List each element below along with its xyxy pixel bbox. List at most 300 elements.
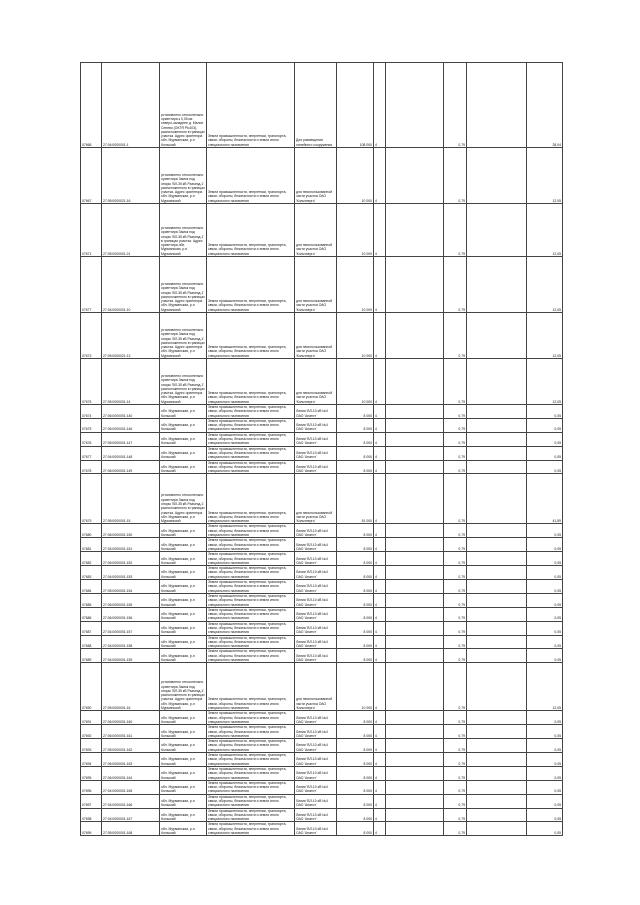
- cell-land-category: Земли промышленности, энергетики, транспорта, связи, обороны, безопасности и земли иного специального назначения: [207, 711, 295, 725]
- cell-share: 4: [374, 794, 386, 808]
- cell-rate: 0,79: [444, 739, 467, 753]
- cell-rate: 0,79: [444, 63, 467, 148]
- cell-record-id: 07684: [81, 580, 102, 594]
- cell-cadastral-number: 27:05:0000001:14: [102, 359, 160, 405]
- cell-tax-amount: 0,05: [527, 432, 563, 446]
- cell-cadastral-number: 27:05:0000001:154: [102, 580, 160, 594]
- cell-permitted-use: Линия 'ВЛ-10 кВ №4 ОАО 'Апатит': [295, 593, 337, 607]
- cell-share: 4: [374, 313, 386, 359]
- cell-tax-amount: 0,05: [527, 822, 563, 836]
- cell-rate: 0,79: [444, 432, 467, 446]
- cell-share: 4: [374, 780, 386, 794]
- cell-cadastral-number: 27:04:0000001:159: [102, 649, 160, 663]
- cell-empty: [386, 780, 444, 794]
- cell-record-id: 07680: [81, 524, 102, 538]
- cell-land-category: Земли промышленности, энергетики, транспорта, связи, обороны, безопасности и земли иного специального назначения: [207, 593, 295, 607]
- cell-tax-amount: 0,05: [527, 753, 563, 767]
- table-row: [81, 204, 563, 257]
- cell-permitted-use: Линия 'ВЛ-10 кВ №4 ОАО 'Апатит': [295, 524, 337, 538]
- cell-rate: 0,79: [444, 711, 467, 725]
- cell-empty: [467, 766, 527, 780]
- table-row: [81, 649, 563, 663]
- cell-tax-amount: 0,05: [527, 725, 563, 739]
- table-row: [81, 711, 563, 725]
- cell-rate: 0,79: [444, 359, 467, 405]
- cell-area: 8 000: [337, 405, 374, 419]
- cell-location: обл. Мурманская, р-н Кольский: [160, 794, 207, 808]
- cell-share: 4: [374, 649, 386, 663]
- cell-land-category: Земли промышленности, энергетики, транспорта, связи, обороны, безопасности и земли иного специального назначения: [207, 649, 295, 663]
- cell-empty: [467, 204, 527, 257]
- cell-share: 4: [374, 63, 386, 148]
- cell-permitted-use: Линия 'ВЛ-10 кВ №4 ОАО 'Апатит': [295, 739, 337, 753]
- table-row: [81, 460, 563, 474]
- cell-share: 4: [374, 663, 386, 711]
- table-row: [81, 593, 563, 607]
- table-row: [81, 313, 563, 359]
- cell-tax-amount: 12,05: [527, 148, 563, 204]
- cell-area: 8 000: [337, 794, 374, 808]
- cell-permitted-use: Линия 'ВЛ-10 кВ №4 ОАО 'Апатит': [295, 607, 337, 621]
- cell-share: 4: [374, 474, 386, 524]
- cell-tax-amount: 0,05: [527, 621, 563, 635]
- cell-location: обл. Мурманская, р-н Кольский: [160, 621, 207, 635]
- cell-cadastral-number: 27:06:0000001:164: [102, 766, 160, 780]
- cell-share: 4: [374, 808, 386, 822]
- cell-empty: [386, 649, 444, 663]
- cell-land-category: Земли промышленности, энергетики, транспорта, связи, обороны, безопасности и земли иного специального назначения: [207, 63, 295, 148]
- cell-empty: [467, 753, 527, 767]
- cell-record-id: 07677: [81, 446, 102, 460]
- cell-permitted-use: Линия 'ВЛ-10 кВ №4 ОАО 'Апатит': [295, 432, 337, 446]
- table-row: [81, 580, 563, 594]
- cell-permitted-use: для неиспользованной части участка ОАО 'Кольэнерго': [295, 148, 337, 204]
- cell-land-category: Земли промышленности, энергетики, транспорта, связи, обороны, безопасности и земли иного специального назначения: [207, 418, 295, 432]
- cell-empty: [467, 649, 527, 663]
- cell-share: 4: [374, 432, 386, 446]
- cell-location: обл. Мурманская, р-н Кольский: [160, 780, 207, 794]
- cell-tax-amount: 12,05: [527, 257, 563, 313]
- cell-empty: [467, 635, 527, 649]
- cell-rate: 0,79: [444, 780, 467, 794]
- cell-area: 10 000: [337, 148, 374, 204]
- cell-empty: [467, 63, 527, 148]
- cell-record-id: 07671: [81, 204, 102, 257]
- cell-empty: [386, 794, 444, 808]
- cell-cadastral-number: 27:05:0000001:21: [102, 204, 160, 257]
- cell-share: 4: [374, 524, 386, 538]
- cell-empty: [386, 446, 444, 460]
- cell-rate: 0,79: [444, 474, 467, 524]
- cell-tax-amount: 0,05: [527, 780, 563, 794]
- cell-tax-amount: 0,05: [527, 794, 563, 808]
- cell-tax-amount: 0,05: [527, 635, 563, 649]
- cell-land-category: Земли промышленности, энергетики, транспорта, связи, обороны, безопасности и земли иного специального назначения: [207, 663, 295, 711]
- cell-record-id: 07698: [81, 808, 102, 822]
- cell-location: обл. Мурманская, р-н Кольский: [160, 524, 207, 538]
- cell-area: 8 000: [337, 808, 374, 822]
- table-row: [81, 808, 563, 822]
- cell-share: 4: [374, 635, 386, 649]
- cell-rate: 0,79: [444, 552, 467, 566]
- cell-empty: [467, 257, 527, 313]
- cell-rate: 0,79: [444, 257, 467, 313]
- cell-area: 8 000: [337, 649, 374, 663]
- cell-empty: [467, 607, 527, 621]
- cell-area: 8 000: [337, 822, 374, 836]
- cell-cadastral-number: 27:06:0000001:150: [102, 524, 160, 538]
- table-row: [81, 607, 563, 621]
- cell-land-category: Земли промышленности, энергетики, транспорта, связи, обороны, безопасности и земли иного специального назначения: [207, 446, 295, 460]
- cell-rate: 0,79: [444, 313, 467, 359]
- table-row: [81, 635, 563, 649]
- cell-area: 8 000: [337, 538, 374, 552]
- cell-permitted-use: Линия 'ВЛ-10 кВ №4 ОАО 'Апатит': [295, 822, 337, 836]
- cell-permitted-use: Для размещения линейного сооружения: [295, 63, 337, 148]
- cell-share: 4: [374, 446, 386, 460]
- cell-land-category: Земли промышленности, энергетики, транспорта, связи, обороны, безопасности и земли иного специального назначения: [207, 607, 295, 621]
- cell-record-id: 07695: [81, 766, 102, 780]
- cell-cadastral-number: 27:05:0000001:168: [102, 822, 160, 836]
- cell-share: 4: [374, 204, 386, 257]
- cell-area: 8 000: [337, 418, 374, 432]
- cell-permitted-use: Линия 'ВЛ-10 кВ №4 ОАО 'Апатит': [295, 711, 337, 725]
- cell-tax-amount: 0,05: [527, 418, 563, 432]
- cell-area: 8 000: [337, 753, 374, 767]
- cell-tax-amount: 0,05: [527, 580, 563, 594]
- cell-record-id: 07674: [81, 405, 102, 419]
- cell-land-category: Земли промышленности, энергетики, транспорта, связи, обороны, безопасности и земли иного специального назначения: [207, 432, 295, 446]
- cell-permitted-use: Линия 'ВЛ-10 кВ №4 ОАО 'Апатит': [295, 753, 337, 767]
- cell-tax-amount: 12,05: [527, 313, 563, 359]
- cell-rate: 0,79: [444, 580, 467, 594]
- cell-share: 4: [374, 460, 386, 474]
- cell-empty: [386, 460, 444, 474]
- cell-rate: 0,79: [444, 446, 467, 460]
- cell-land-category: Земли промышленности, энергетики, транспорта, связи, обороны, безопасности и земли иного специального назначения: [207, 204, 295, 257]
- cell-land-category: Земли промышленности, энергетики, транспорта, связи, обороны, безопасности и земли иного специального назначения: [207, 460, 295, 474]
- cell-location: обл. Мурманская, р-н Кольский: [160, 593, 207, 607]
- cell-permitted-use: для неиспользованной части участка ОАО 'Кольэнерго': [295, 257, 337, 313]
- cell-permitted-use: для неиспользованной части участка ОАО 'Кольэнерго': [295, 663, 337, 711]
- cell-empty: [467, 474, 527, 524]
- cell-area: 10 000: [337, 257, 374, 313]
- cell-land-category: Земли промышленности, энергетики, транспорта, связи, обороны, безопасности и земли иного специального назначения: [207, 635, 295, 649]
- cell-empty: [467, 794, 527, 808]
- cell-empty: [467, 418, 527, 432]
- table-row: [81, 725, 563, 739]
- table-row: [81, 148, 563, 204]
- cell-rate: 0,79: [444, 148, 467, 204]
- cell-area: 10 000: [337, 204, 374, 257]
- cell-record-id: 07681: [81, 538, 102, 552]
- table-row: [81, 566, 563, 580]
- table-row: [81, 552, 563, 566]
- cell-empty: [386, 524, 444, 538]
- cell-land-category: Земли промышленности, энергетики, транспорта, связи, обороны, безопасности и земли иного специального назначения: [207, 552, 295, 566]
- cell-location: установлено относительно ориентира Замок под опоры 'ВЛ-35 кВ Разъезд-1' расположенного в границах участка. Адрес ориентира обл. Мурманская, р-н Мурманский: [160, 474, 207, 524]
- cell-empty: [386, 580, 444, 594]
- cell-permitted-use: для неиспользованной части участка ОАО 'Кольэнерго': [295, 474, 337, 524]
- cell-tax-amount: 0,05: [527, 446, 563, 460]
- cell-land-category: Земли промышленности, энергетики, транспорта, связи, обороны, безопасности и земли иного специального назначения: [207, 359, 295, 405]
- cell-rate: 0,79: [444, 460, 467, 474]
- table-row: [81, 524, 563, 538]
- cell-location: обл. Мурманская, р-н Кольский: [160, 711, 207, 725]
- cell-empty: [386, 204, 444, 257]
- cell-record-id: 07696: [81, 780, 102, 794]
- cell-land-category: Земли промышленности, энергетики, транспорта, связи, обороны, безопасности и земли иного специального назначения: [207, 822, 295, 836]
- cell-land-category: Земли промышленности, энергетики, транспорта, связи, обороны, безопасности и земли иного специального назначения: [207, 739, 295, 753]
- cell-cadastral-number: 27:06:0000001:140: [102, 405, 160, 419]
- cell-area: 8 000: [337, 739, 374, 753]
- cell-permitted-use: Линия 'ВЛ-10 кВ №4 ОАО 'Апатит': [295, 725, 337, 739]
- cell-share: 4: [374, 593, 386, 607]
- cell-cadastral-number: 27:06:0000001:156: [102, 607, 160, 621]
- table-row: [81, 739, 563, 753]
- cell-cadastral-number: 27:05:0000001:162: [102, 739, 160, 753]
- cell-record-id: 07688: [81, 635, 102, 649]
- cell-cadastral-number: 27:04:0000001:166: [102, 794, 160, 808]
- cell-location: обл. Мурманская, р-н Кольский: [160, 446, 207, 460]
- cell-permitted-use: Линия 'ВЛ-10 кВ №4 ОАО 'Апатит': [295, 635, 337, 649]
- cell-record-id: 07687: [81, 621, 102, 635]
- cell-area: 8 000: [337, 780, 374, 794]
- cell-location: обл. Мурманская, р-н Кольский: [160, 808, 207, 822]
- table-row: [81, 794, 563, 808]
- cell-area: 10 000: [337, 359, 374, 405]
- cell-rate: 0,79: [444, 524, 467, 538]
- cell-location: установлено относительно ориентира Замок под опоры 'ВЛ-35 кВ Разъезд-1' расположенного в границах участка. Адрес ориентира обл. Мурманская, р-н Мурманский: [160, 359, 207, 405]
- cell-share: 4: [374, 607, 386, 621]
- cell-location: установлено относительно ориентира Замок под опоры 'ВЛ-35 кВ Разъезд-1' расположенного в границах участка. Адрес ориентира обл. Мурманская, р-н Мурманский: [160, 313, 207, 359]
- cell-empty: [467, 739, 527, 753]
- cell-permitted-use: Линия 'ВЛ-10 кВ №4 ОАО 'Апатит': [295, 649, 337, 663]
- cell-empty: [467, 566, 527, 580]
- cell-rate: 0,79: [444, 538, 467, 552]
- cell-permitted-use: для неиспользованной части участка ОАО 'Кольэнерго': [295, 313, 337, 359]
- cell-share: 4: [374, 359, 386, 405]
- cell-tax-amount: 12,05: [527, 663, 563, 711]
- cell-tax-amount: 41,89: [527, 474, 563, 524]
- cell-area: 10 000: [337, 313, 374, 359]
- cell-rate: 0,79: [444, 794, 467, 808]
- cell-empty: [467, 313, 527, 359]
- cell-cadastral-number: 27:05:0000021:13: [102, 313, 160, 359]
- cell-cadastral-number: 27:04:0000001:10: [102, 257, 160, 313]
- cell-empty: [467, 524, 527, 538]
- cell-share: 4: [374, 739, 386, 753]
- cell-rate: 0,79: [444, 808, 467, 822]
- cell-empty: [467, 621, 527, 635]
- cell-rate: 0,79: [444, 621, 467, 635]
- cell-tax-amount: 0,05: [527, 711, 563, 725]
- cell-cadastral-number: 27:05:0000021:16: [102, 148, 160, 204]
- cell-empty: [386, 711, 444, 725]
- cell-location: обл. Мурманская, р-н Кольский: [160, 635, 207, 649]
- cell-share: 4: [374, 418, 386, 432]
- cell-record-id: 07685: [81, 593, 102, 607]
- cell-location: установлено относительно ориентира Замок под опоры 'ВЛ-35 кВ Разъезд-1' расположенного в границах участка. Адрес ориентира обл. Мурманская, р-н Мурманский: [160, 148, 207, 204]
- cell-empty: [386, 538, 444, 552]
- cell-record-id: 07693: [81, 739, 102, 753]
- cell-empty: [467, 780, 527, 794]
- cell-land-category: Земли промышленности, энергетики, транспорта, связи, обороны, безопасности и земли иного специального назначения: [207, 538, 295, 552]
- cell-cadastral-number: 27:04:0000001:165: [102, 780, 160, 794]
- cell-rate: 0,79: [444, 649, 467, 663]
- cell-area: 8 000: [337, 621, 374, 635]
- cell-permitted-use: Линия 'ВЛ-10 кВ №4 ОАО 'Апатит': [295, 808, 337, 822]
- cell-rate: 0,79: [444, 607, 467, 621]
- cell-area: 8 000: [337, 766, 374, 780]
- cell-land-category: Земли промышленности, энергетики, транспорта, связи, обороны, безопасности и земли иного специального назначения: [207, 313, 295, 359]
- cell-cadastral-number: 27:06:0000001:155: [102, 593, 160, 607]
- cell-empty: [386, 359, 444, 405]
- cell-rate: 0,79: [444, 566, 467, 580]
- cell-location: обл. Мурманская, р-н Кольский: [160, 405, 207, 419]
- cell-empty: [467, 593, 527, 607]
- cell-location: обл. Мурманская, р-н Кольский: [160, 739, 207, 753]
- cell-location: обл. Мурманская, р-н Кольский: [160, 460, 207, 474]
- cell-rate: 0,79: [444, 204, 467, 257]
- cell-empty: [386, 474, 444, 524]
- cell-record-id: 07689: [81, 649, 102, 663]
- cell-share: 4: [374, 538, 386, 552]
- cell-cadastral-number: 27:06:0000001:160: [102, 711, 160, 725]
- cell-cadastral-number: 27:06:0000001:161: [102, 725, 160, 739]
- cell-empty: [467, 148, 527, 204]
- cell-empty: [386, 753, 444, 767]
- cell-record-id: 07679: [81, 474, 102, 524]
- cell-cadastral-number: 27:04:0000001:1: [102, 63, 160, 148]
- cell-cadastral-number: 27:06:0000001:152: [102, 552, 160, 566]
- cell-empty: [467, 808, 527, 822]
- cell-land-category: Земли промышленности, энергетики, транспорта, связи, обороны, безопасности и земли иного специального назначения: [207, 780, 295, 794]
- cell-area: 8 000: [337, 607, 374, 621]
- cell-location: обл. Мурманская, р-н Кольский: [160, 766, 207, 780]
- cell-location: обл. Мурманская, р-н Кольский: [160, 822, 207, 836]
- cell-record-id: 07692: [81, 725, 102, 739]
- cell-area: 8 000: [337, 711, 374, 725]
- cell-tax-amount: 0,05: [527, 593, 563, 607]
- table-row: [81, 766, 563, 780]
- cell-permitted-use: Линия 'ВЛ-10 кВ №4 ОАО 'Апатит': [295, 621, 337, 635]
- cell-empty: [467, 725, 527, 739]
- cell-land-category: Земли промышленности, энергетики, транспорта, связи, обороны, безопасности и земли иного специального назначения: [207, 580, 295, 594]
- cell-permitted-use: Линия 'ВЛ-10 кВ №4 ОАО 'Апатит': [295, 552, 337, 566]
- cell-empty: [386, 766, 444, 780]
- cell-permitted-use: Линия 'ВЛ-10 кВ №4 ОАО 'Апатит': [295, 766, 337, 780]
- cell-cadastral-number: 27:06:0000001:146: [102, 418, 160, 432]
- cell-location: обл. Мурманская, р-н Кольский: [160, 418, 207, 432]
- cell-tax-amount: 0,05: [527, 552, 563, 566]
- cell-tax-amount: 0,05: [527, 566, 563, 580]
- cell-location: обл. Мурманская, р-н Кольский: [160, 725, 207, 739]
- cell-share: 4: [374, 257, 386, 313]
- cell-record-id: 07691: [81, 711, 102, 725]
- cell-location: установлено относительно ориентира Замок под опоры 'ВЛ-35 кВ Разъезд-1' расположенного в границах участка. Адрес ориентира обл. Мурманская, р-н Мурманский: [160, 663, 207, 711]
- cell-record-id: 07673: [81, 313, 102, 359]
- cell-location: обл. Мурманская, р-н Кольский: [160, 566, 207, 580]
- cell-empty: [467, 663, 527, 711]
- cell-rate: 0,79: [444, 663, 467, 711]
- cell-record-id: 07694: [81, 753, 102, 767]
- cell-location: обл. Мурманская, р-н Кольский: [160, 649, 207, 663]
- cell-share: 4: [374, 580, 386, 594]
- cell-location: обл. Мурманская, р-н Кольский: [160, 607, 207, 621]
- cell-land-category: Земли промышленности, энергетики, транспорта, связи, обороны, безопасности и земли иного специального назначения: [207, 753, 295, 767]
- cell-cadastral-number: 27:05:0000001:15: [102, 474, 160, 524]
- cell-area: 8 000: [337, 593, 374, 607]
- cell-share: 4: [374, 552, 386, 566]
- table-row: [81, 359, 563, 405]
- cell-empty: [386, 418, 444, 432]
- cell-area: 8 000: [337, 566, 374, 580]
- cell-tax-amount: 0,05: [527, 766, 563, 780]
- cell-location: обл. Мурманская, р-н Кольский: [160, 432, 207, 446]
- cell-location: установлено относительно ориентира Замок под опоры 'ВЛ-35 кВ Разъезд-1' в границах участка. Адрес ориентира обл. Мурманская, р-н Мурманский: [160, 204, 207, 257]
- cell-rate: 0,79: [444, 822, 467, 836]
- cell-empty: [467, 432, 527, 446]
- cell-land-category: Земли промышленности, энергетики, транспорта, связи, обороны, безопасности и земли иного специального назначения: [207, 794, 295, 808]
- table-row: [81, 446, 563, 460]
- cell-empty: [467, 538, 527, 552]
- cell-record-id: 07678: [81, 460, 102, 474]
- cell-location: установлено относительно ориентира Замок под опоры 'ВЛ-35 кВ Разъезд-1' расположенного в границах участка. Адрес ориентира обл. Мурманская, р-н Мурманский: [160, 257, 207, 313]
- cell-tax-amount: 0,05: [527, 649, 563, 663]
- cell-land-category: Земли промышленности, энергетики, транспорта, связи, обороны, безопасности и земли иного специального назначения: [207, 148, 295, 204]
- cell-empty: [386, 566, 444, 580]
- cell-area: 108 000: [337, 63, 374, 148]
- cell-land-category: Земли промышленности, энергетики, транспорта, связи, обороны, безопасности и земли иного специального назначения: [207, 405, 295, 419]
- cell-share: 4: [374, 566, 386, 580]
- cell-record-id: 07699: [81, 822, 102, 836]
- cell-permitted-use: Линия 'ВЛ-10 кВ №4 ОАО 'Апатит': [295, 780, 337, 794]
- cell-permitted-use: для неиспользованной части участка ОАО 'Кольэнерго': [295, 204, 337, 257]
- cell-rate: 0,79: [444, 418, 467, 432]
- cell-land-category: Земли промышленности, энергетики, транспорта, связи, обороны, безопасности и земли иного специального назначения: [207, 524, 295, 538]
- cell-empty: [386, 148, 444, 204]
- cell-location: обл. Мурманская, р-н Кольский: [160, 580, 207, 594]
- cell-record-id: 07676: [81, 432, 102, 446]
- cell-tax-amount: 28,04: [527, 63, 563, 148]
- table-row: [81, 257, 563, 313]
- cell-tax-amount: 12,05: [527, 204, 563, 257]
- cell-land-category: Земли промышленности, энергетики, транспорта, связи, обороны, безопасности и земли иного специального назначения: [207, 474, 295, 524]
- cell-area: 8 000: [337, 635, 374, 649]
- cell-cadastral-number: 27:06:0000001:163: [102, 753, 160, 767]
- cell-land-category: Земли промышленности, энергетики, транспорта, связи, обороны, безопасности и земли иного специального назначения: [207, 566, 295, 580]
- table-row: [81, 418, 563, 432]
- cell-record-id: 07677: [81, 257, 102, 313]
- cell-share: 4: [374, 405, 386, 419]
- cell-rate: 0,79: [444, 766, 467, 780]
- cell-tax-amount: 0,05: [527, 524, 563, 538]
- cell-area: 8 000: [337, 432, 374, 446]
- cell-area: 51 000: [337, 474, 374, 524]
- table-row: [81, 405, 563, 419]
- cell-empty: [467, 446, 527, 460]
- cell-empty: [386, 63, 444, 148]
- table-row: [81, 780, 563, 794]
- cell-record-id: 07675: [81, 418, 102, 432]
- cell-share: 4: [374, 753, 386, 767]
- cell-empty: [386, 808, 444, 822]
- cell-rate: 0,79: [444, 635, 467, 649]
- cell-empty: [386, 257, 444, 313]
- cell-share: 4: [374, 621, 386, 635]
- cell-location: обл. Мурманская, р-н Кольский: [160, 538, 207, 552]
